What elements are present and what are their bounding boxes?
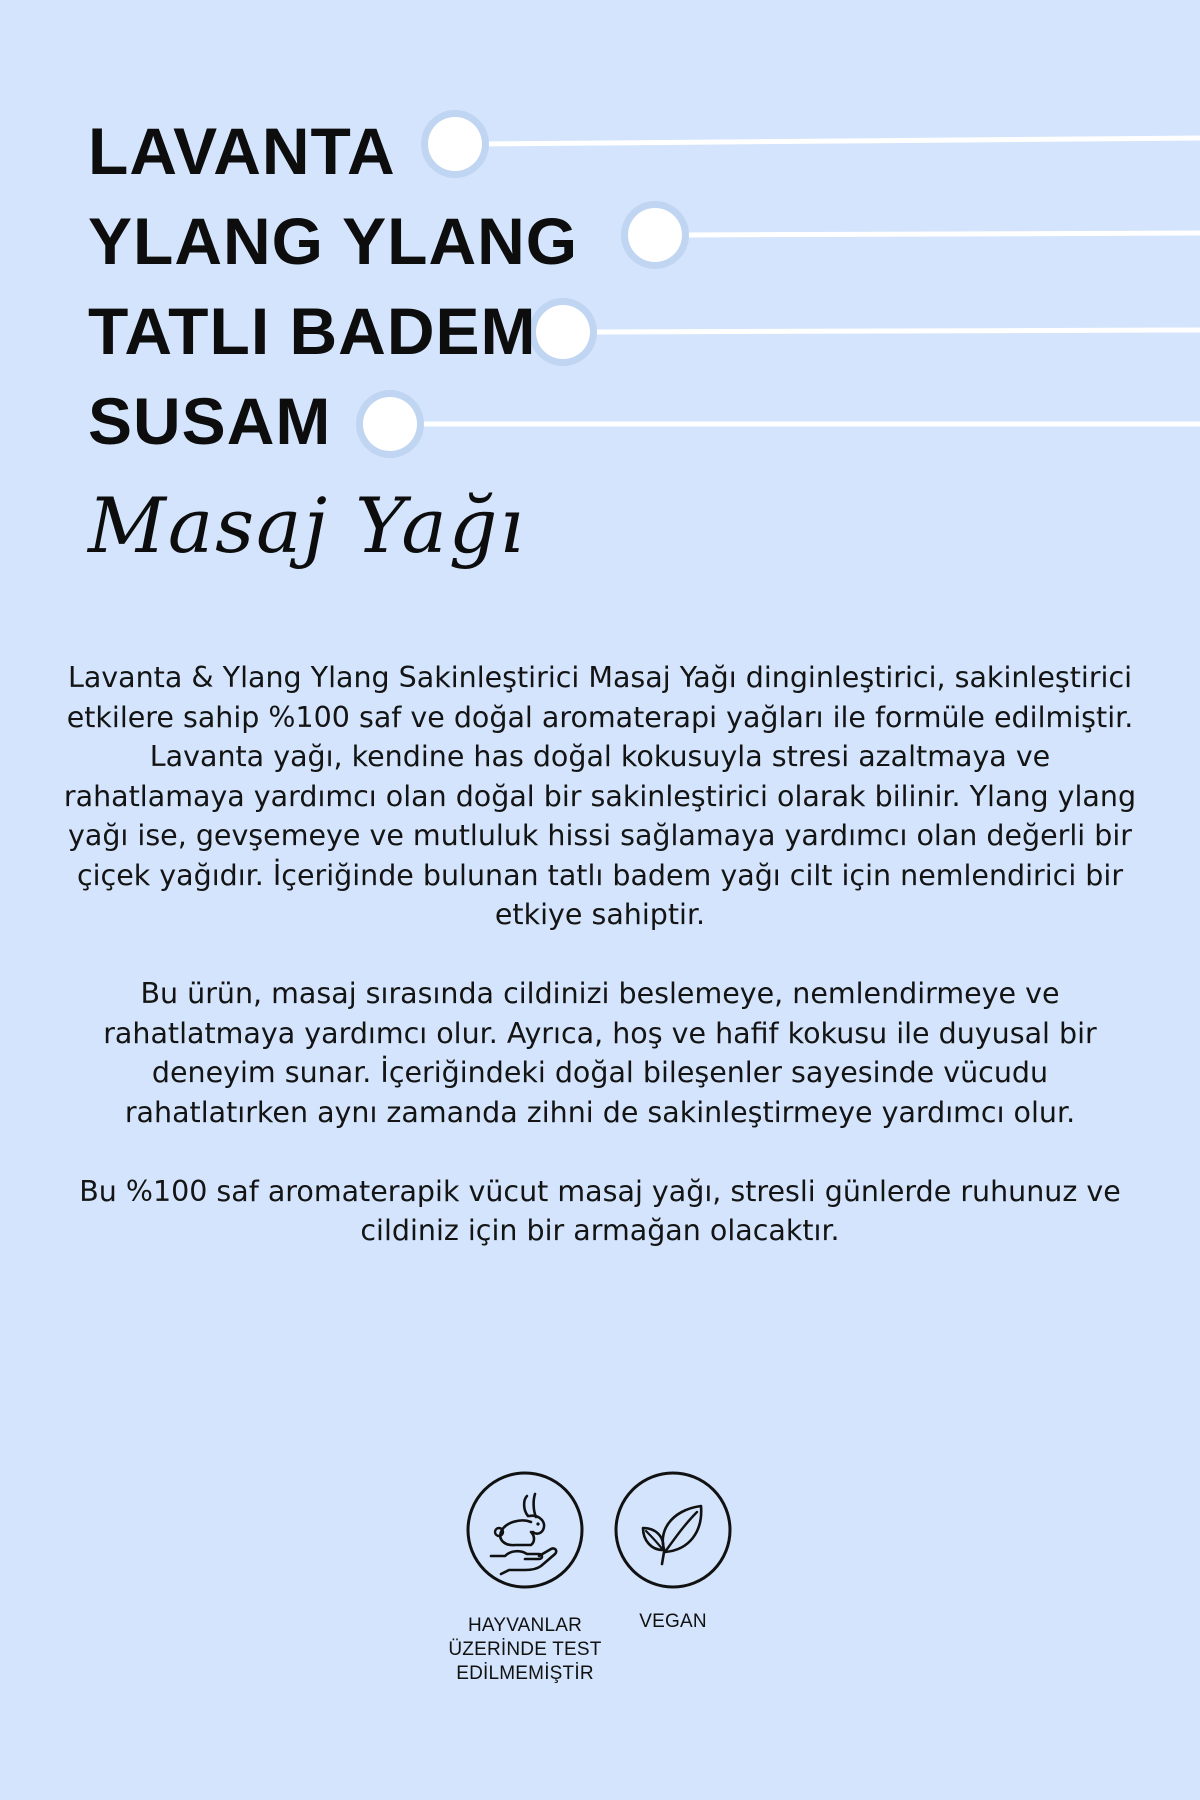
vegan-label: VEGAN: [639, 1611, 707, 1632]
ingredient-ylang-ylang: YLANG YLANG: [88, 204, 579, 278]
description-paragraph-1a: Lavanta & Ylang Ylang Sakinleştirici Masaj Yağı dinginleştirici, sakinleştirici etkilere sahip %100 saf ve doğal aromaterapi yağları ile formüle edilmiştir.: [66, 661, 1134, 734]
cruelty-free-label: [425, 1614, 625, 1686]
ingredient-tatli-badem: TATLI BADEM: [88, 294, 537, 368]
vegan-badge: [613, 1470, 733, 1590]
rabbit-on-hand-icon: [465, 1470, 585, 1590]
ingredient-susam: SUSAM: [88, 384, 332, 458]
product-type-title: Masaj Yağı: [88, 481, 526, 570]
product-description: [60, 658, 1140, 1251]
description-paragraph-2: Bu ürün, masaj sırasında cildinizi beslemeye, nemlendirmeye ve rahatlatmaya yardımcı olur. Ayrıca, hoş ve hafif kokusu ile duyusal bir deneyim sunar. İçeriğindeki doğal bileşenler sayesinde vücudu rahatlatırken aynı zamanda zihni de sakinleştirmeye yardımcı olur.: [103, 977, 1097, 1129]
connector-ylang-ylang: [621, 201, 1200, 269]
cruelty-free-label-line-3: EDİLMEMİŞTİR: [456, 1663, 594, 1684]
cruelty-free-label-line-1: HAYVANLAR: [467, 1615, 583, 1636]
description-paragraph-1b: Lavanta yağı, kendine has doğal kokusuyla stresi azaltmaya ve rahatlamaya yardımcı olan doğal bir sakinleştirici olarak bilinir. Ylang ylang yağı ise, gevşemeye ve mutluluk hissi sağlamaya yardımcı olan değerli bir çiçek yağıdır. İçeriğinde bulunan tatlı badem yağı cilt için nemlendirici bir etkiye sahiptir.: [63, 740, 1137, 931]
connector-tatli-badem: [529, 298, 1200, 366]
ingredient-lavanta: LAVANTA: [88, 114, 396, 188]
leaves-icon: [613, 1470, 733, 1590]
cruelty-free-badge: [465, 1470, 585, 1590]
description-paragraph-3: Bu %100 saf aromaterapik vücut masaj yağı, stresli günlerde ruhunuz ve cildiniz için bir armağan olacaktır.: [79, 1174, 1121, 1247]
connector-lavanta: [421, 110, 1200, 178]
connector-susam: [356, 390, 1200, 458]
cruelty-free-label-line-2: ÜZERİNDE TEST: [448, 1639, 602, 1660]
